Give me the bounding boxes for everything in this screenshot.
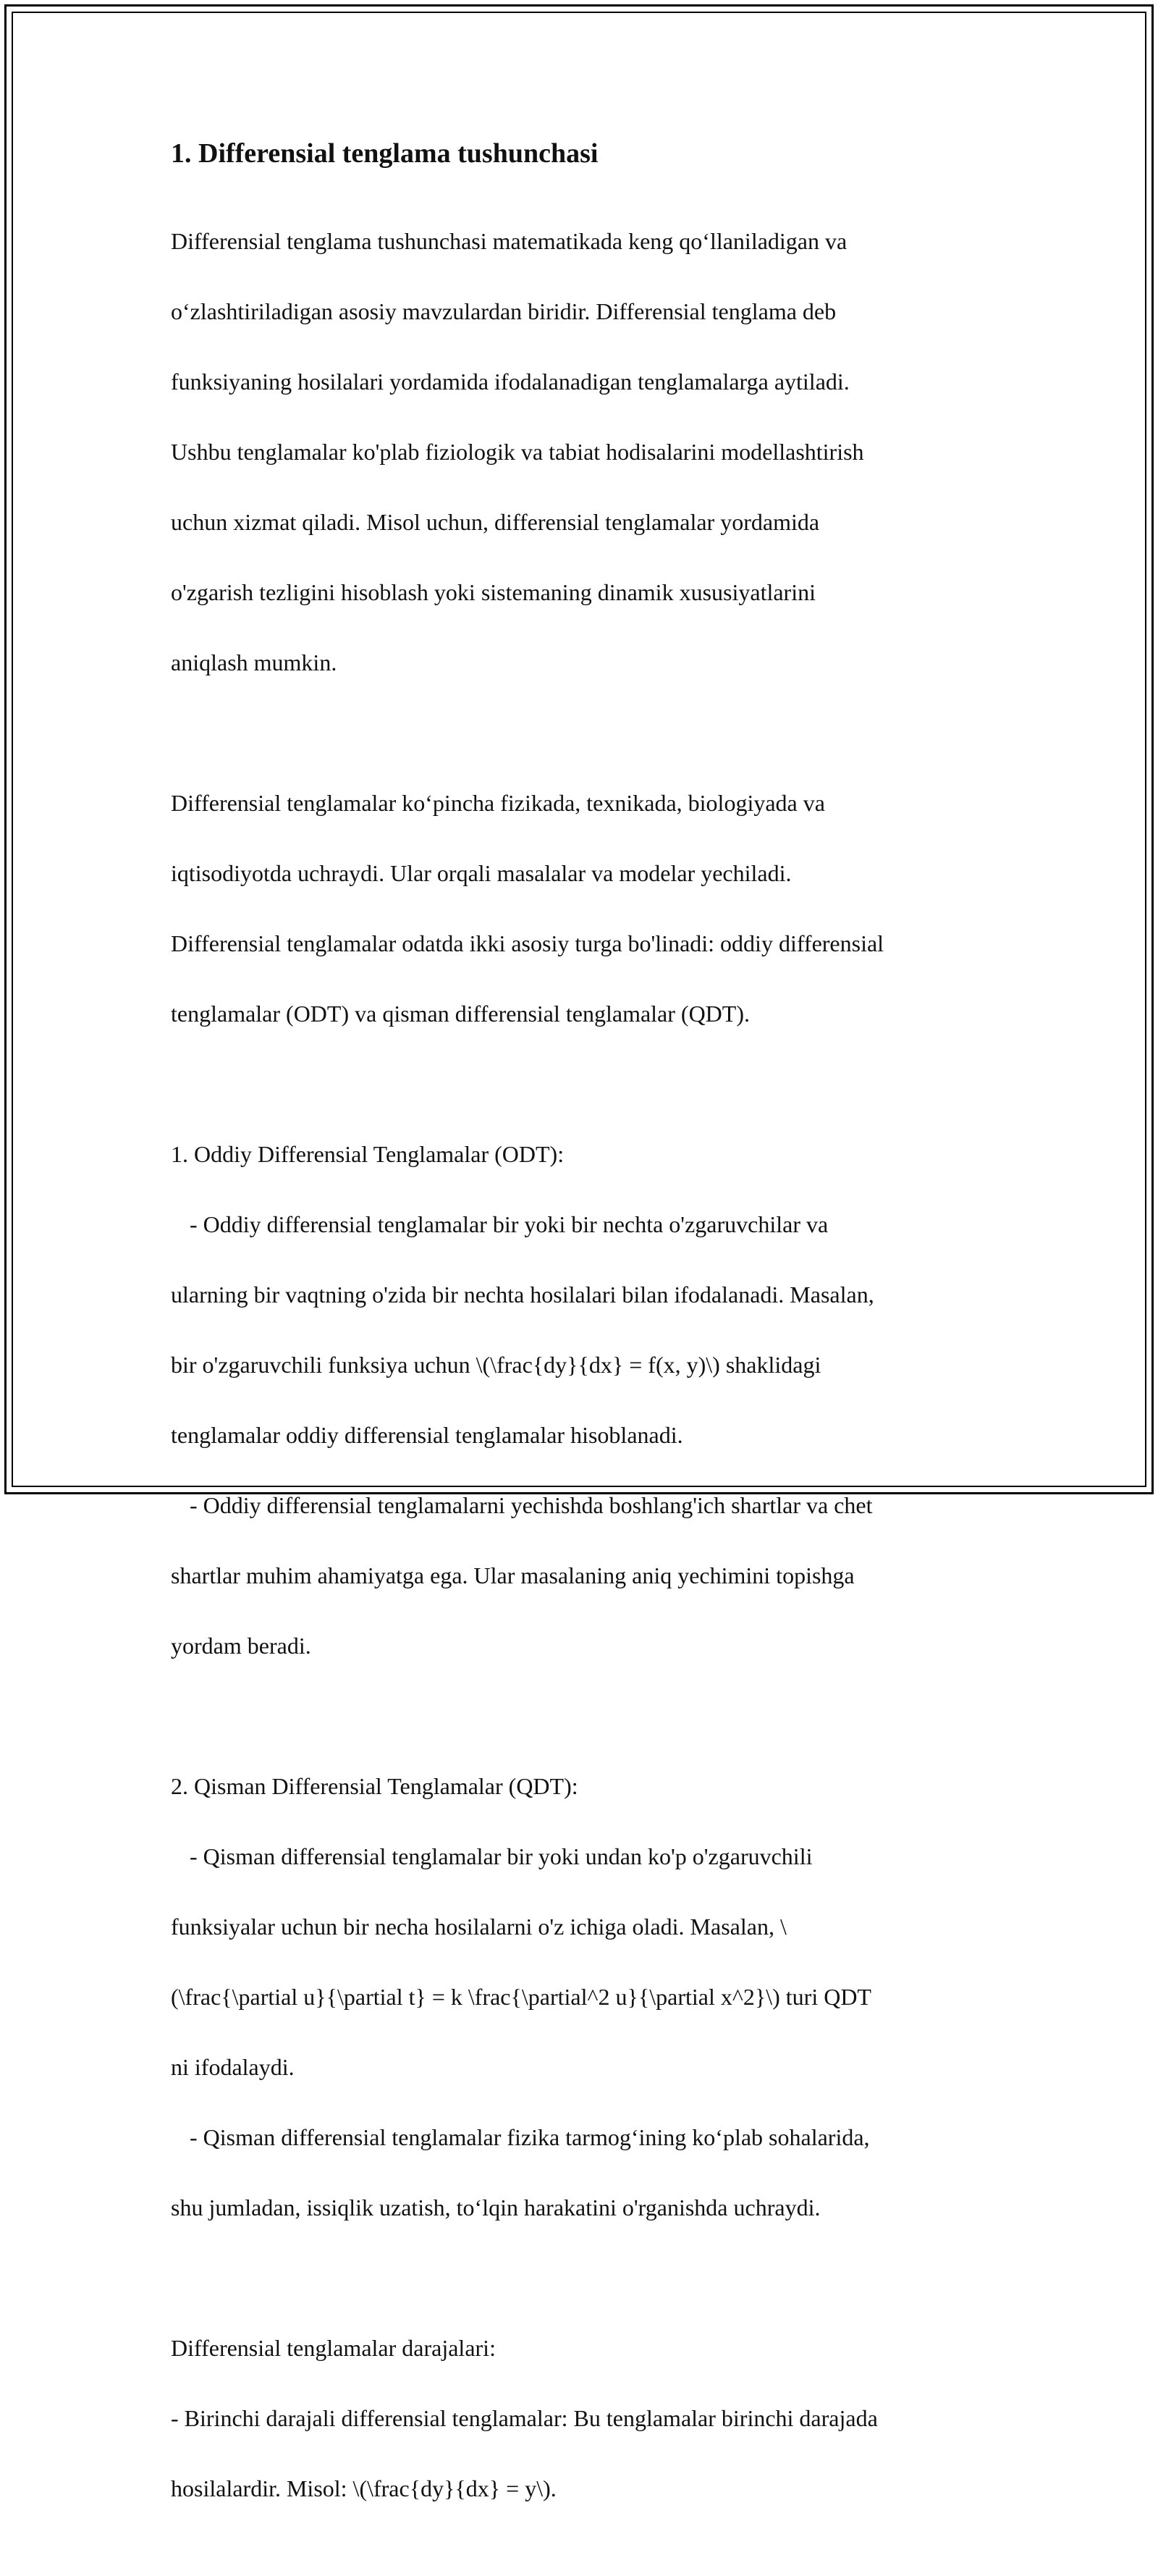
text-line: Differensial tenglama tushunchasi matematikada keng qo‘llaniladigan va — [171, 227, 848, 254]
text-line: o‘zlashtiriladigan asosiy mavzulardan biridir. Differensial tenglama deb — [171, 298, 837, 324]
text-line: iqtisodiyotda uchraydi. Ular orqali masalalar va modelar yechiladi. — [171, 859, 792, 886]
text-line: - Birinchi darajali differensial tenglamalar: Bu tenglamalar birinchi darajada — [171, 2404, 878, 2431]
bullet-line: - Qisman differensial tenglamalar fizika tarmog‘ining ko‘plab sohalarida, — [190, 2123, 870, 2150]
text-line: (\frac{\partial u}{\partial t} = k \frac{\partial^2 u}{\partial x^2}\) turi QDT — [171, 1983, 871, 2010]
text-line: funksiyalar uchun bir necha hosilalarni o'z ichiga oladi. Masalan, \ — [171, 1913, 787, 1940]
section-odt — [171, 1101, 996, 1699]
text-line: tenglamalar (ODT) va qisman differensial tenglamalar (QDT). — [171, 1000, 750, 1027]
section-degrees — [171, 2295, 996, 2541]
text-line: uchun xizmat qiladi. Misol uchun, differensial tenglamalar yordamida — [171, 508, 820, 535]
section-heading: 1. Oddiy Differensial Tenglamalar (ODT): — [171, 1140, 565, 1167]
text-line: Differensial tenglamalar odatda ikki asosiy turga bo'linadi: oddiy differensial — [171, 930, 884, 956]
text-line: shu jumladan, issiqlik uzatish, to‘lqin harakatini o'rganishda uchraydi. — [171, 2194, 821, 2221]
document-body — [171, 135, 996, 2576]
text-line: bir o'zgaruvchili funksiya uchun \(\frac{dy}{dx} = f(x, y)\) shaklidagi — [171, 1351, 821, 1378]
bullet-line: - Qisman differensial tenglamalar bir yoki undan ko'p o'zgaruvchili — [190, 1843, 813, 1869]
text-line: tenglamalar oddiy differensial tenglamalar hisoblanadi. — [171, 1421, 683, 1448]
text-line: o'zgarish tezligini hisoblash yoki sistemaning dinamik xususiyatlarini — [171, 578, 816, 605]
text-line: funksiyaning hosilalari yordamida ifodalanadigan tenglamalarga aytiladi. — [171, 368, 850, 395]
bullet-line: - Oddiy differensial tenglamalar bir yoki bir nechta o'zgaruvchilar va — [190, 1211, 829, 1237]
paragraph-intro — [171, 188, 996, 715]
section-heading: Differensial tenglamalar darajalari: — [171, 2334, 496, 2361]
text-line: ni ifodalaydi. — [171, 2053, 295, 2080]
section-heading: 2. Qisman Differensial Tenglamalar (QDT): — [171, 1772, 578, 1799]
text-line: aniqlash mumkin. — [171, 649, 337, 675]
text-line: yordam beradi. — [171, 1632, 311, 1659]
text-line: hosilalardir. Misol: \(\frac{dy}{dx} = y\). — [171, 2475, 557, 2501]
section-qdt — [171, 1733, 996, 2260]
text-line: Differensial tenglamalar ko‘pincha fizikada, texnikada, biologiyada va — [171, 789, 825, 816]
text-line: shartlar muhim ahamiyatga ega. Ular masalaning aniq yechimini topishga — [171, 1562, 855, 1588]
paragraph-applications — [171, 750, 996, 1066]
text-line: ularning bir vaqtning o'zida bir nechta hosilalari bilan ifodalanadi. Masalan, — [171, 1281, 874, 1308]
text-line: Ushbu tenglamalar ko'plab fiziologik va tabiat hodisalarini modellashtirish — [171, 438, 864, 465]
bullet-line: - Oddiy differensial tenglamalarni yechishda boshlang'ich shartlar va chet — [190, 1491, 873, 1518]
document-title: 1. Differensial tenglama tushunchasi — [171, 138, 599, 169]
